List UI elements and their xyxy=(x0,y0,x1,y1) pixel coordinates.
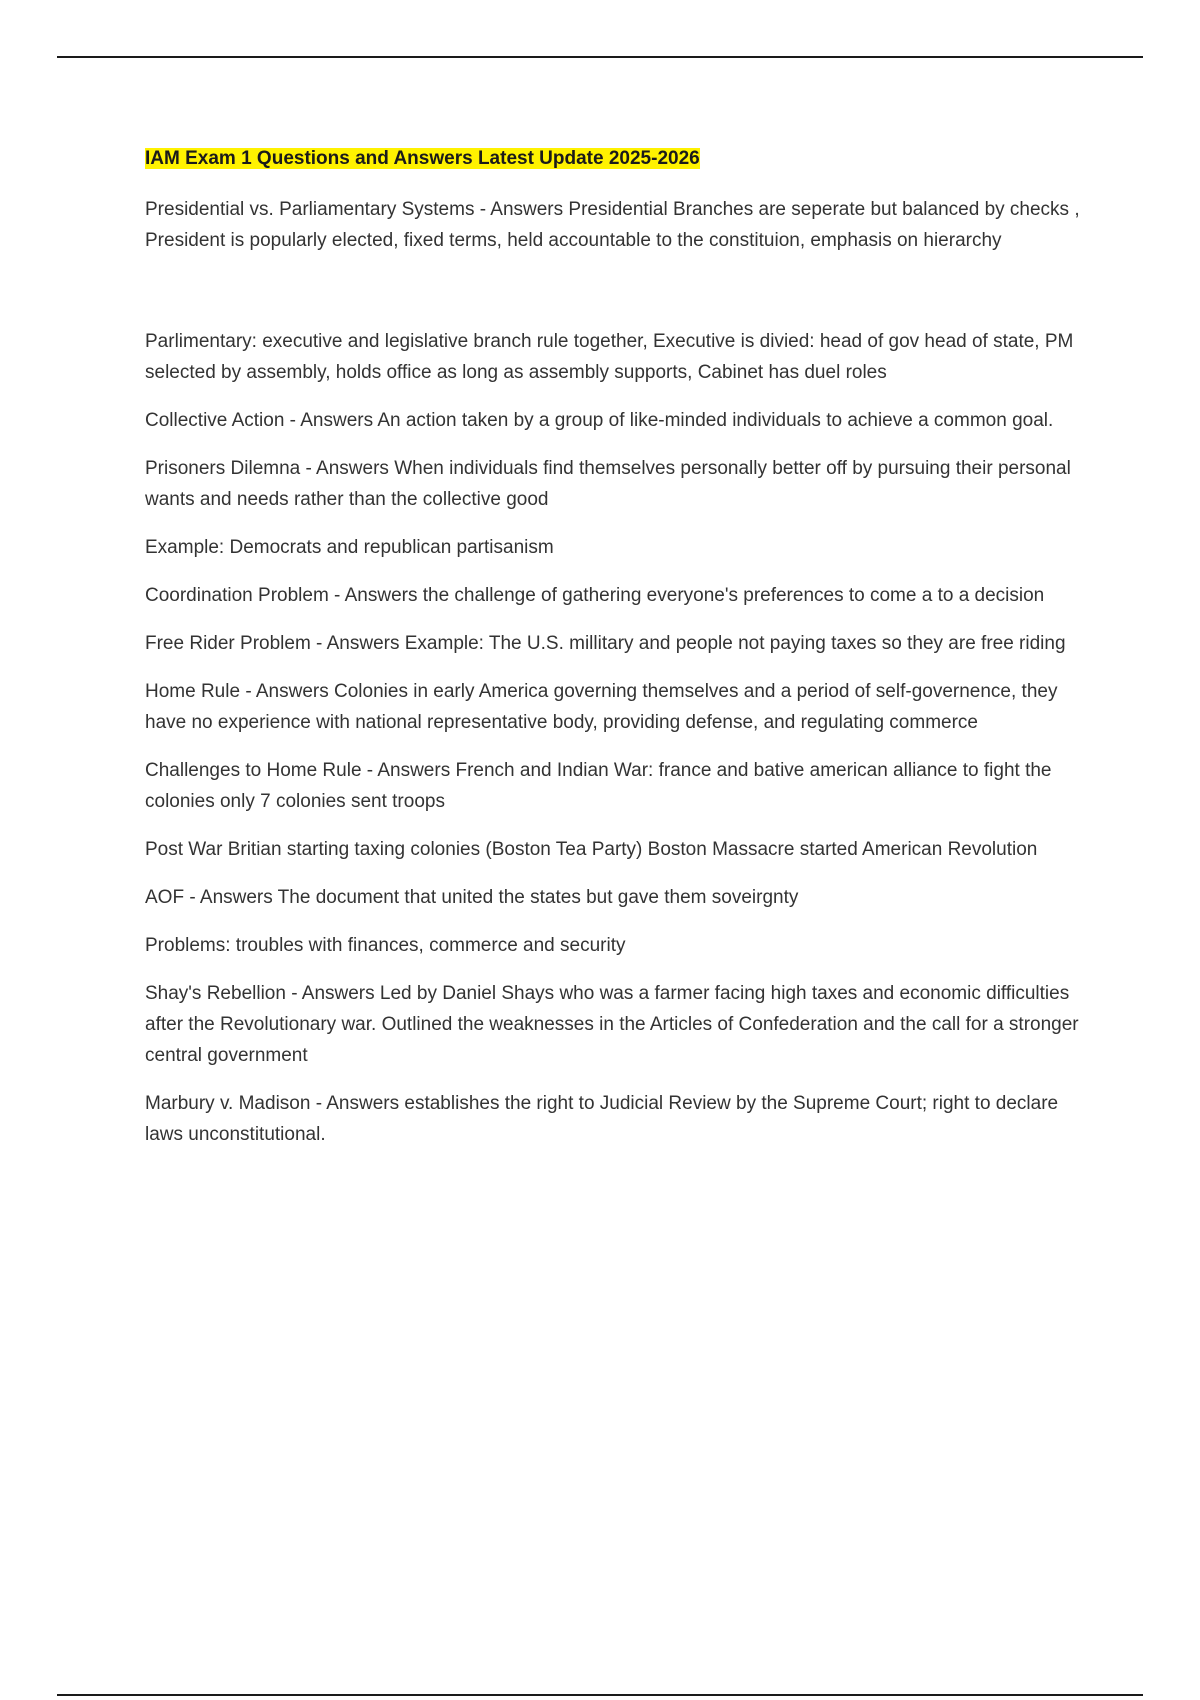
paragraph: Coordination Problem - Answers the challenge of gathering everyone's preferences to come a to a decision xyxy=(145,585,1045,606)
paragraph: Marbury v. Madison - Answers establishes the right to Judicial Review by the Supreme Court; right to declare laws unconstitutional. xyxy=(145,1093,1059,1145)
paragraph: Problems: troubles with finances, commerce and security xyxy=(145,935,626,956)
header-rule xyxy=(57,56,1143,58)
title-highlight: IAM Exam 1 Questions and Answers Latest Update 2025-2026 xyxy=(145,148,700,169)
paragraph: Shay's Rebellion - Answers Led by Daniel Shays who was a farmer facing high taxes and economic difficulties after the Revolutionary war. Outlined the weaknesses in the Articles of Confederation and the call for a stronger central government xyxy=(145,983,1079,1066)
footer-rule xyxy=(57,1694,1143,1696)
paragraph: Example: Democrats and republican partisanism xyxy=(145,537,554,558)
paragraph: Prisoners Dilemna - Answers When individuals find themselves personally better off by pursuing their personal wants and needs rather than the collective good xyxy=(145,458,1071,510)
paragraph: AOF - Answers The document that united the states but gave them soveirgnty xyxy=(145,887,799,908)
paragraph: Free Rider Problem - Answers Example: The U.S. millitary and people not paying taxes so they are free riding xyxy=(145,633,1066,654)
paragraph: Parlimentary: executive and legislative branch rule together, Executive is divied: head of gov head of state, PM selected by assembly, holds office as long as assembly supports, Cabinet has duel roles xyxy=(145,331,1074,383)
paragraph: Presidential vs. Parliamentary Systems - Answers Presidential Branches are seperate but balanced by checks , President is popularly elected, fixed terms, held accountable to the constituion, emphasis on hierarchy xyxy=(145,199,1080,251)
paragraph: Home Rule - Answers Colonies in early America governing themselves and a period of self-governence, they have no experience with national representative body, providing defense, and regulating commerce xyxy=(145,681,1058,733)
paragraph: Post War Britian starting taxing colonies (Boston Tea Party) Boston Massacre started American Revolution xyxy=(145,839,1038,860)
paragraph: Challenges to Home Rule - Answers French and Indian War: france and bative american alliance to fight the colonies only 7 colonies sent troops xyxy=(145,760,1052,812)
document-body xyxy=(145,144,1095,1167)
paragraph: Collective Action - Answers An action taken by a group of like-minded individuals to achieve a common goal. xyxy=(145,410,1054,431)
document-title xyxy=(145,144,1095,174)
